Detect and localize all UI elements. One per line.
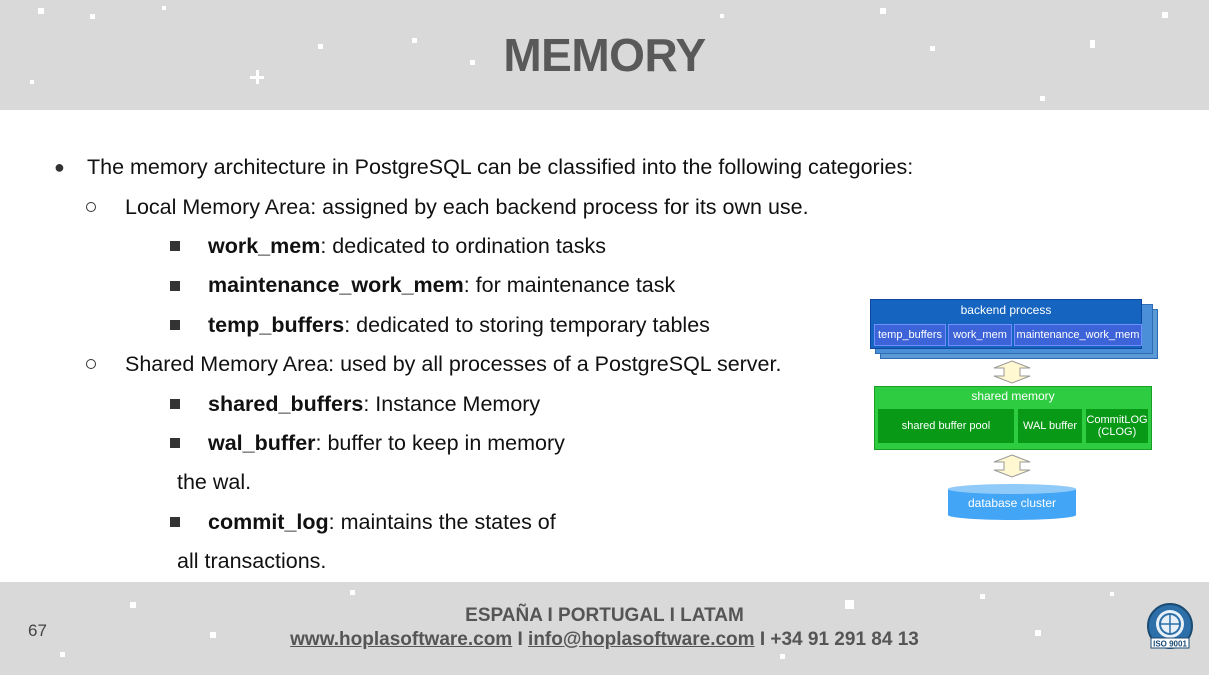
phone-number: I +34 91 291 84 13 — [754, 629, 919, 650]
bullet-icon: ● — [54, 157, 65, 177]
footer-regions: ESPAÑA I PORTUGAL I LATAM — [465, 605, 744, 626]
square-bullet-icon — [170, 517, 180, 527]
double-arrow-icon — [992, 454, 1032, 478]
email-link[interactable]: info@hoplasoftware.com — [528, 629, 755, 650]
square-bullet-icon — [170, 320, 180, 330]
bullet-maintenance-work-mem — [208, 273, 675, 298]
term-shared-buffers: shared_buffers — [208, 392, 364, 416]
backend-cell-work-mem: work_mem — [948, 324, 1012, 346]
bullet-work-mem — [208, 234, 606, 259]
square-bullet-icon — [170, 281, 180, 291]
iso-certification-logo — [1146, 602, 1194, 658]
clog-label: (CLOG) — [1097, 426, 1137, 438]
double-arrow-icon — [992, 360, 1032, 384]
bullet-main: The memory architecture in PostgreSQL can be classified into the following categories: — [87, 155, 914, 179]
shared-cell-commitlog — [1086, 409, 1148, 443]
backend-process-title: backend process — [960, 303, 1052, 317]
shared-memory-title: shared memory — [971, 389, 1055, 403]
bullet-commit-log — [208, 510, 556, 535]
bullet-shared-memory: Shared Memory Area: used by all processes of a PostgreSQL server. — [125, 352, 782, 376]
shared-cell-wal-buffer: WAL buffer — [1018, 409, 1082, 443]
desc-commit-log: : maintains the states of — [328, 510, 556, 534]
desc-wal-buffer: : buffer to keep in memory — [315, 431, 565, 455]
term-commit-log: commit_log — [208, 510, 329, 534]
page-number: 67 — [28, 621, 47, 640]
desc-temp-buffers: : dedicated to storing temporary tables — [344, 313, 710, 337]
website-link[interactable]: www.hoplasoftware.com — [290, 629, 513, 650]
commit-log-continuation: all transactions. — [177, 549, 327, 573]
database-cluster-icon — [948, 484, 1076, 520]
square-bullet-icon — [170, 438, 180, 448]
bullet-wal-buffer — [208, 431, 565, 456]
page-title: MEMORY — [503, 29, 706, 81]
footer-contact — [0, 629, 1209, 651]
backend-cell-maintenance-work-mem: maintenance_work_mem — [1014, 324, 1142, 346]
iso-logo-text: ISO 9001 — [1153, 639, 1187, 649]
ring-bullet-icon — [86, 359, 96, 369]
desc-maintenance-work-mem: : for maintenance task — [463, 273, 676, 297]
desc-work-mem: : dedicated to ordination tasks — [320, 234, 606, 258]
backend-cell-temp-buffers: temp_buffers — [874, 324, 946, 346]
wal-buffer-continuation: the wal. — [177, 470, 252, 494]
desc-shared-buffers: : Instance Memory — [363, 392, 541, 416]
bullet-temp-buffers — [208, 313, 710, 338]
term-work-mem: work_mem — [208, 234, 321, 258]
square-bullet-icon — [170, 399, 180, 409]
shared-cell-buffer-pool: shared buffer pool — [878, 409, 1014, 443]
database-cluster-label: database cluster — [967, 496, 1057, 510]
backend-process-box — [870, 299, 1142, 349]
bullet-shared-buffers — [208, 392, 540, 417]
ring-bullet-icon — [86, 202, 96, 212]
term-maintenance-work-mem: maintenance_work_mem — [208, 273, 464, 297]
memory-architecture-diagram — [866, 296, 1166, 526]
separator: I — [512, 629, 529, 650]
shared-memory-box — [874, 386, 1152, 450]
term-wal-buffer: wal_buffer — [208, 431, 316, 455]
bullet-local-memory: Local Memory Area: assigned by each backend process for its own use. — [125, 195, 809, 219]
commitlog-label: CommitLOG — [1086, 414, 1148, 426]
square-bullet-icon — [170, 241, 180, 251]
term-temp-buffers: temp_buffers — [208, 313, 345, 337]
